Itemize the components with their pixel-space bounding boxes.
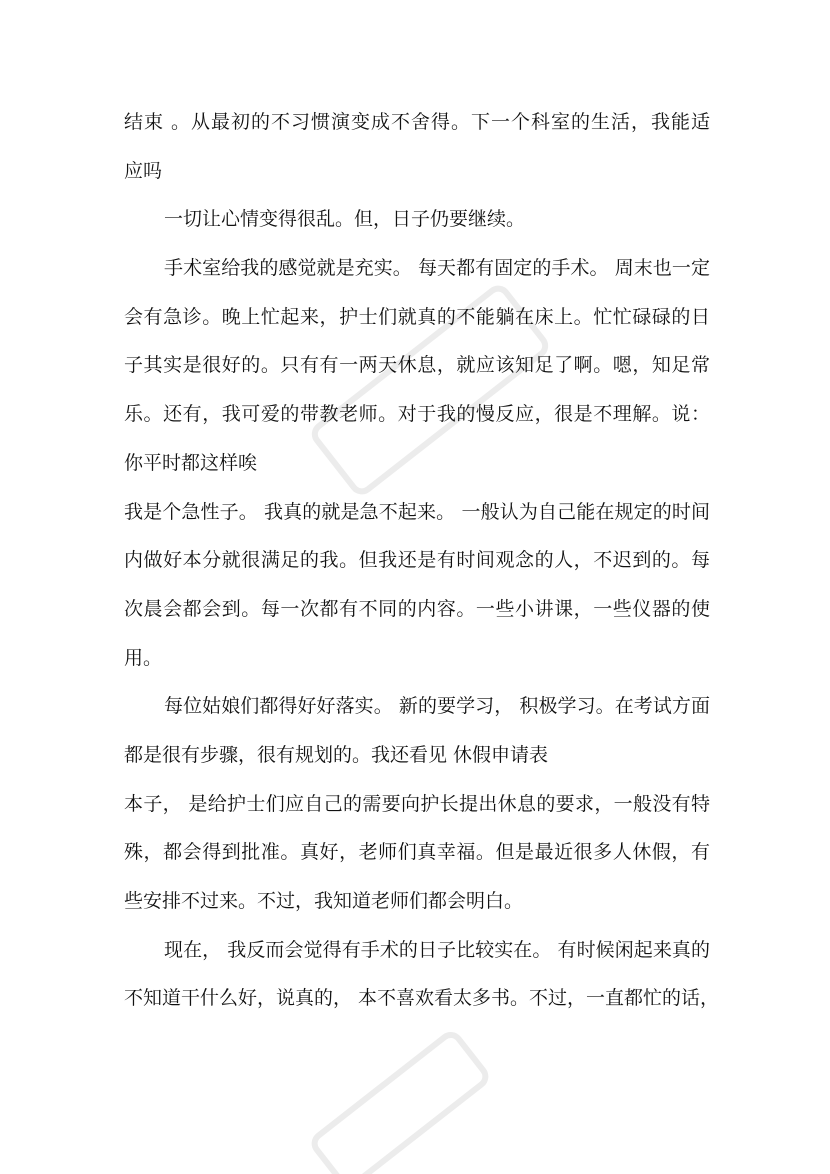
text-line-17: 些安排不过来。不过，我知道老师们都会明白。 bbox=[124, 890, 524, 912]
text-line-16: 殊，都会得到批准。真好，老师们真幸福。但是最近很多人休假，有 bbox=[124, 841, 710, 864]
body-text bbox=[124, 110, 720, 1035]
text-line-13: 每位姑娘们都得好好落实。 新的要学习， 积极学习。在考试方面 bbox=[164, 695, 710, 718]
text-line-2: 应吗 bbox=[124, 159, 163, 182]
text-line-10: 内做好本分就很满足的我。但我还是有时间观念的人，不迟到的。每 bbox=[124, 549, 710, 572]
text-line-18: 现在， 我反而会觉得有手术的日子比较实在。 有时候闲起来真的 bbox=[164, 938, 710, 961]
text-line-1: 结束 。从最初的不习惯演变成不舍得。下一个科室的生活，我能适 bbox=[124, 111, 710, 133]
text-line-4: 手术室给我的感觉就是充实。 每天都有固定的手术。 周末也一定 bbox=[164, 257, 710, 280]
text-line-8: 你平时都这样唉 bbox=[124, 451, 258, 474]
text-line-11: 次晨会都会到。每一次都有不同的内容。一些小讲课，一些仪器的使 bbox=[124, 597, 710, 620]
text-line-9: 我是个急性子。 我真的就是急不起来。 一般认为自己能在规定的时间 bbox=[124, 500, 710, 523]
text-line-3: 一切让心情变得很乱。但，日子仍要继续。 bbox=[164, 208, 526, 231]
text-line-19: 不知道干什么好，说真的， 本不喜欢看太多书。不过，一直都忙的话， bbox=[124, 987, 720, 1010]
text-line-5: 会有急诊。晚上忙起来，护士们就真的不能躺在床上。忙忙碌碌的日 bbox=[124, 305, 710, 328]
text-line-12: 用。 bbox=[124, 646, 163, 669]
text-line-6: 子其实是很好的。只有有一两天休息，就应该知足了啊。嗯，知足常 bbox=[124, 354, 710, 377]
text-line-14: 都是很有步骤，很有规划的。我还看见 休假申请表 bbox=[124, 743, 549, 766]
text-line-7: 乐。还有，我可爱的带教老师。对于我的慢反应，很是不理解。说： bbox=[124, 403, 710, 426]
text-line-15: 本子， 是给护士们应自己的需要向护长提出休息的要求，一般没有特 bbox=[124, 792, 710, 815]
